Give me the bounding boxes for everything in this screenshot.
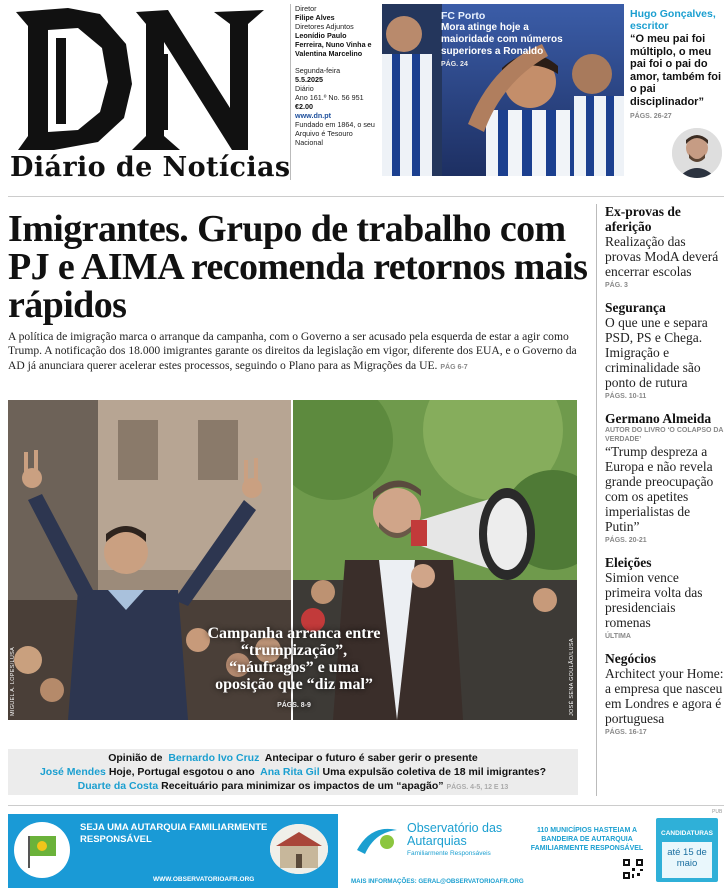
sidebar-item-page: PÁG. 3: [605, 282, 628, 289]
lead-page: PÁG 6-7: [440, 363, 468, 371]
deputies-names: Leonídio Paulo Ferreira, Nuno Vinha e Valentina Marcelino: [295, 31, 372, 58]
sidebar-item-title: Eleições: [605, 555, 652, 570]
sidebar-item-title: Segurança: [605, 300, 666, 315]
opinion-author: José Mendes: [39, 766, 106, 778]
sidebar-item-page: ÚLTIMA: [605, 633, 631, 640]
photo-credit-left: MIGUEL A. LOPES/LUSA: [10, 646, 16, 716]
promo-story[interactable]: [441, 10, 581, 68]
observatorio-subtitle: Familiarmente Responsáveis: [407, 850, 491, 857]
newspaper-name: Diário de Notícias: [10, 152, 291, 183]
masthead-info: [290, 4, 376, 180]
opinion-title: Uma expulsão coletiva de 18 mil imigrantes?: [322, 766, 547, 778]
sidebar-item-security[interactable]: [605, 300, 724, 400]
observatorio-title: Observatório das Autarquias: [407, 821, 503, 848]
dn-logo: [8, 4, 268, 154]
sidebar: [596, 204, 724, 796]
opinion-title: Receituário para minimizar os impactos de um “apagão”: [161, 780, 444, 792]
sidebar-item-business[interactable]: [605, 651, 724, 736]
promo-kicker: FC Porto: [441, 10, 486, 22]
sidebar-item-exams[interactable]: [605, 204, 724, 289]
qr-code-icon[interactable]: [622, 858, 644, 880]
sidebar-item-body: Simion vence primeira volta das presidenciais romenas: [605, 570, 703, 630]
divider: [8, 196, 724, 197]
ad-banner-autarquia[interactable]: [8, 814, 338, 888]
founded-note: Fundado em 1864, o seu Arquivo é Tesouro Nacional: [295, 120, 375, 147]
lead-body: A política de imigração marca o arranque da campanha, com o Governo a ser acusado pela esquerda de estar a agir como Trump. A notificação dos 18.000 imigrantes garante os direitos da legislação em vigor, diferente dos EUA, e o Governo da AD já anunciara querer acelerar estes processos, seguindo o Plano para as Migrações da UE.: [8, 330, 577, 372]
opinion-row-3[interactable]: [8, 779, 578, 795]
opinion-strip: [8, 749, 578, 795]
opinion-title: Antecipar o futuro é saber gerir o presente: [264, 752, 478, 764]
ad-candidaturas[interactable]: [522, 814, 724, 888]
daily-label: Diário: [295, 84, 314, 93]
photo-credit-right: JOSÉ SENA GOULÃO/LUSA: [569, 638, 575, 716]
opinion-author: Ana Rita Gil: [260, 766, 320, 778]
flag-badge-icon: [14, 822, 70, 878]
issue-date: 5.5.2025: [295, 75, 323, 84]
town-hall-icon: [270, 824, 328, 874]
opinion-author: Duarte da Costa: [77, 780, 159, 792]
sidebar-item-elections[interactable]: [605, 555, 724, 640]
sidebar-item-page: PÁGS. 20-21: [605, 537, 647, 544]
interview-quote[interactable]: [630, 8, 724, 120]
municipios-text: 110 MUNICÍPIOS HASTEIAM A BANDEIRA DE AUTARQUIA FAMILIARMENTE RESPONSÁVEL: [530, 827, 644, 852]
sidebar-item-page: PÁGS. 16-17: [605, 729, 647, 736]
sidebar-item-body: O que une e separa PSD, PS e Chega. Imigração e criminalidade são ponto de rutura: [605, 315, 708, 390]
quote-text: “O meu pai foi múltiplo, o meu pai foi o pai do amor, também foi o pai disciplinador”: [630, 33, 722, 108]
quote-author: Hugo Gonçalves, escritor: [630, 8, 716, 32]
ad-url[interactable]: WWW.OBSERVATORIOAFR.ORG: [153, 876, 255, 883]
sidebar-item-title: Negócios: [605, 651, 656, 666]
divider: [8, 805, 724, 806]
sidebar-item-page: PÁGS. 10-11: [605, 393, 647, 400]
opinion-row-1[interactable]: [8, 751, 578, 765]
author-portrait: [672, 128, 722, 178]
opinion-title: Hoje, Portugal esgotou o ano: [108, 766, 255, 778]
caption-text: Campanha arranca entre “trumpização”, “náufragos” e uma oposição que “diz mal”: [207, 625, 381, 693]
website-link[interactable]: www.dn.pt: [295, 111, 332, 120]
opinion-label: Opinião de: [108, 752, 163, 764]
opinion-row-2[interactable]: [8, 765, 578, 779]
director-name: Filipe Alves: [295, 13, 335, 22]
ad-label: PUB: [712, 809, 723, 815]
weekday: Segunda-feira: [295, 66, 341, 75]
deadline-text: até 15 de maio: [662, 842, 712, 878]
photo-caption[interactable]: [204, 625, 384, 714]
opinion-pages: PÁGS. 4-5, 12 E 13: [446, 784, 509, 791]
issue-number: Ano 161.º No. 56 951: [295, 93, 364, 102]
price: €2.00: [295, 102, 313, 111]
sidebar-item-title: Germano Almeida: [605, 411, 712, 426]
observatorio-logo-icon: [353, 820, 403, 860]
director-label: Diretor: [295, 4, 317, 13]
calendar-icon: [656, 818, 718, 882]
sidebar-item-body: Realização das provas ModA deverá encerrar escolas: [605, 234, 719, 279]
sidebar-item-body: “Trump despreza a Europa e não revela grande preocupação com os apetites imperialistas de Putin”: [605, 444, 714, 534]
ad-title: SEJA UMA AUTARQUIA FAMILIARMENTE RESPONSÁVEL: [80, 822, 268, 845]
calendar-label: CANDIDATURAS: [661, 830, 713, 837]
main-headline[interactable]: Imigrantes. Grupo de trabalho com PJ e AIMA recomenda retornos mais rápidos: [8, 208, 588, 326]
ad-observatorio[interactable]: [345, 814, 524, 888]
observatorio-email[interactable]: MAIS INFORMAÇÕES: GERAL@OBSERVATORIOAFR.ORG: [351, 878, 524, 885]
sidebar-item-title: Ex-provas de aferição: [605, 204, 681, 234]
promo-page: PÁG. 24: [441, 61, 468, 68]
masthead: [8, 4, 291, 190]
sidebar-item-interview[interactable]: [605, 411, 724, 544]
sidebar-item-body: Architect your Home: a empresa que nasceu em Londres e agora é portuguesa: [605, 666, 724, 726]
sidebar-item-subtitle: AUTOR DO LIVRO ‘O COLAPSO DA VERDADE’: [605, 427, 724, 443]
deputies-label: Diretores Adjuntos: [295, 22, 354, 31]
opinion-author: Bernardo Ivo Cruz: [168, 752, 260, 764]
quote-page: PÁGS. 26-27: [630, 112, 672, 120]
promo-headline: Mora atinge hoje a maioridade com números superiores a Ronaldo: [441, 22, 563, 57]
lead-text: [8, 330, 588, 375]
caption-page: PÁGS. 8-9: [277, 702, 311, 709]
